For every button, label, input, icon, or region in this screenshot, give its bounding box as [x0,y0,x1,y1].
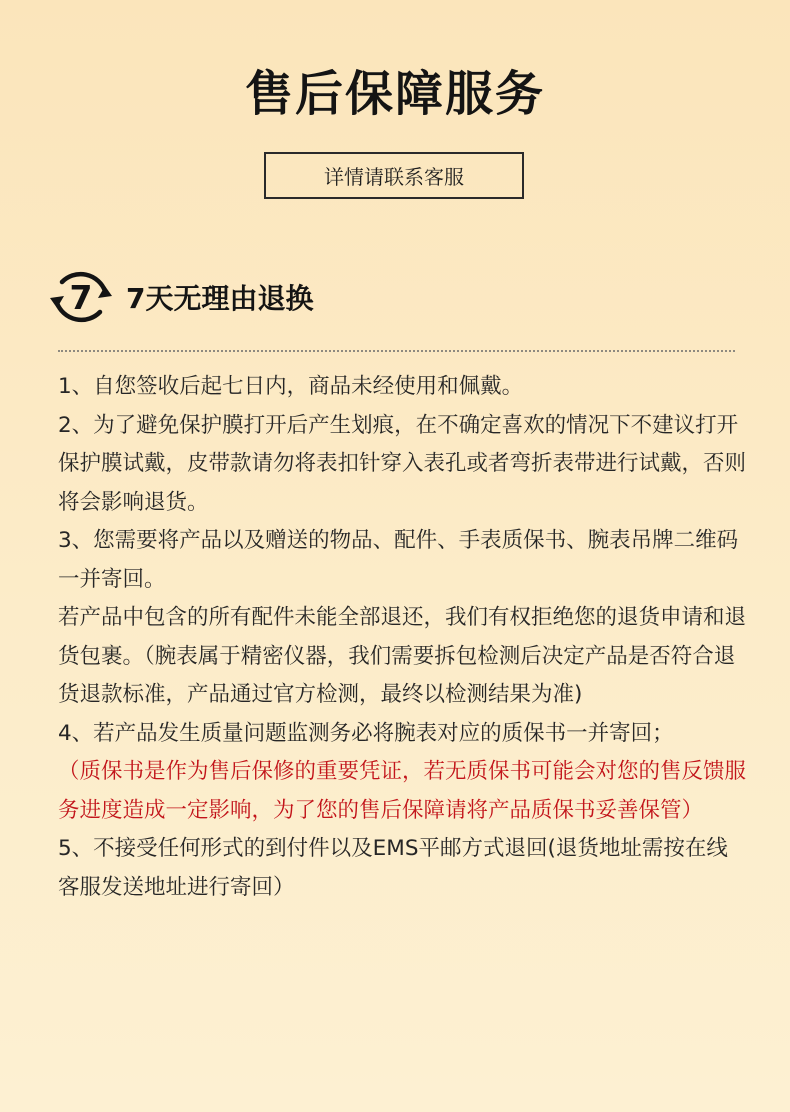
seven-day-return-cycle-icon [48,266,114,328]
section-title: 7天无理由退换 [126,282,314,315]
policy-content [58,368,748,907]
policy-paragraph-4: 4、若产品发生质量问题监测务必将腕表对应的质保书一并寄回； [58,720,674,746]
seven-day-icon-number: 7 [69,278,93,317]
warranty-card-notice: （质保书是作为售后保修的重要凭证，若无质保书可能会对您的售反馈服务进度造成一定影响，为了您的售后保障请将产品质保书妥善保管） [58,759,747,823]
policy-paragraph-accessories: 若产品中包含的所有配件未能全部退还，我们有权拒绝您的退货申请和退货包裹。（腕表属于精密仪器，我们需要拆包检测后决定产品是否符合退货退款标准，产品通过官方检测，最终以检测结果为准) [58,605,747,707]
dotted-divider [58,350,735,352]
policy-paragraph-2: 2、为了避免保护膜打开后产生划痕，在不确定喜欢的情况下不建议打开保护膜试戴，皮带款请勿将表扣针穿入表孔或者弯折表带进行试戴，否则将会影响退货。 [58,412,747,515]
page-title: 售后保障服务 [244,66,545,122]
contact-customer-service-button[interactable]: 详情请联系客服 [264,152,524,199]
policy-paragraph-5: 5、不接受任何形式的到付件以及EMS平邮方式退回(退货地址需按在线客服发送地址进行寄回） [58,836,728,900]
section-header-7-day-return [48,266,313,328]
policy-paragraph-1: 1、自您签收后起七日内，商品未经使用和佩戴。 [58,374,524,399]
policy-paragraph-3: 3、您需要将产品以及赠送的物品、配件、手表质保书、腕表吊牌二维码一并寄回。 [58,528,739,592]
